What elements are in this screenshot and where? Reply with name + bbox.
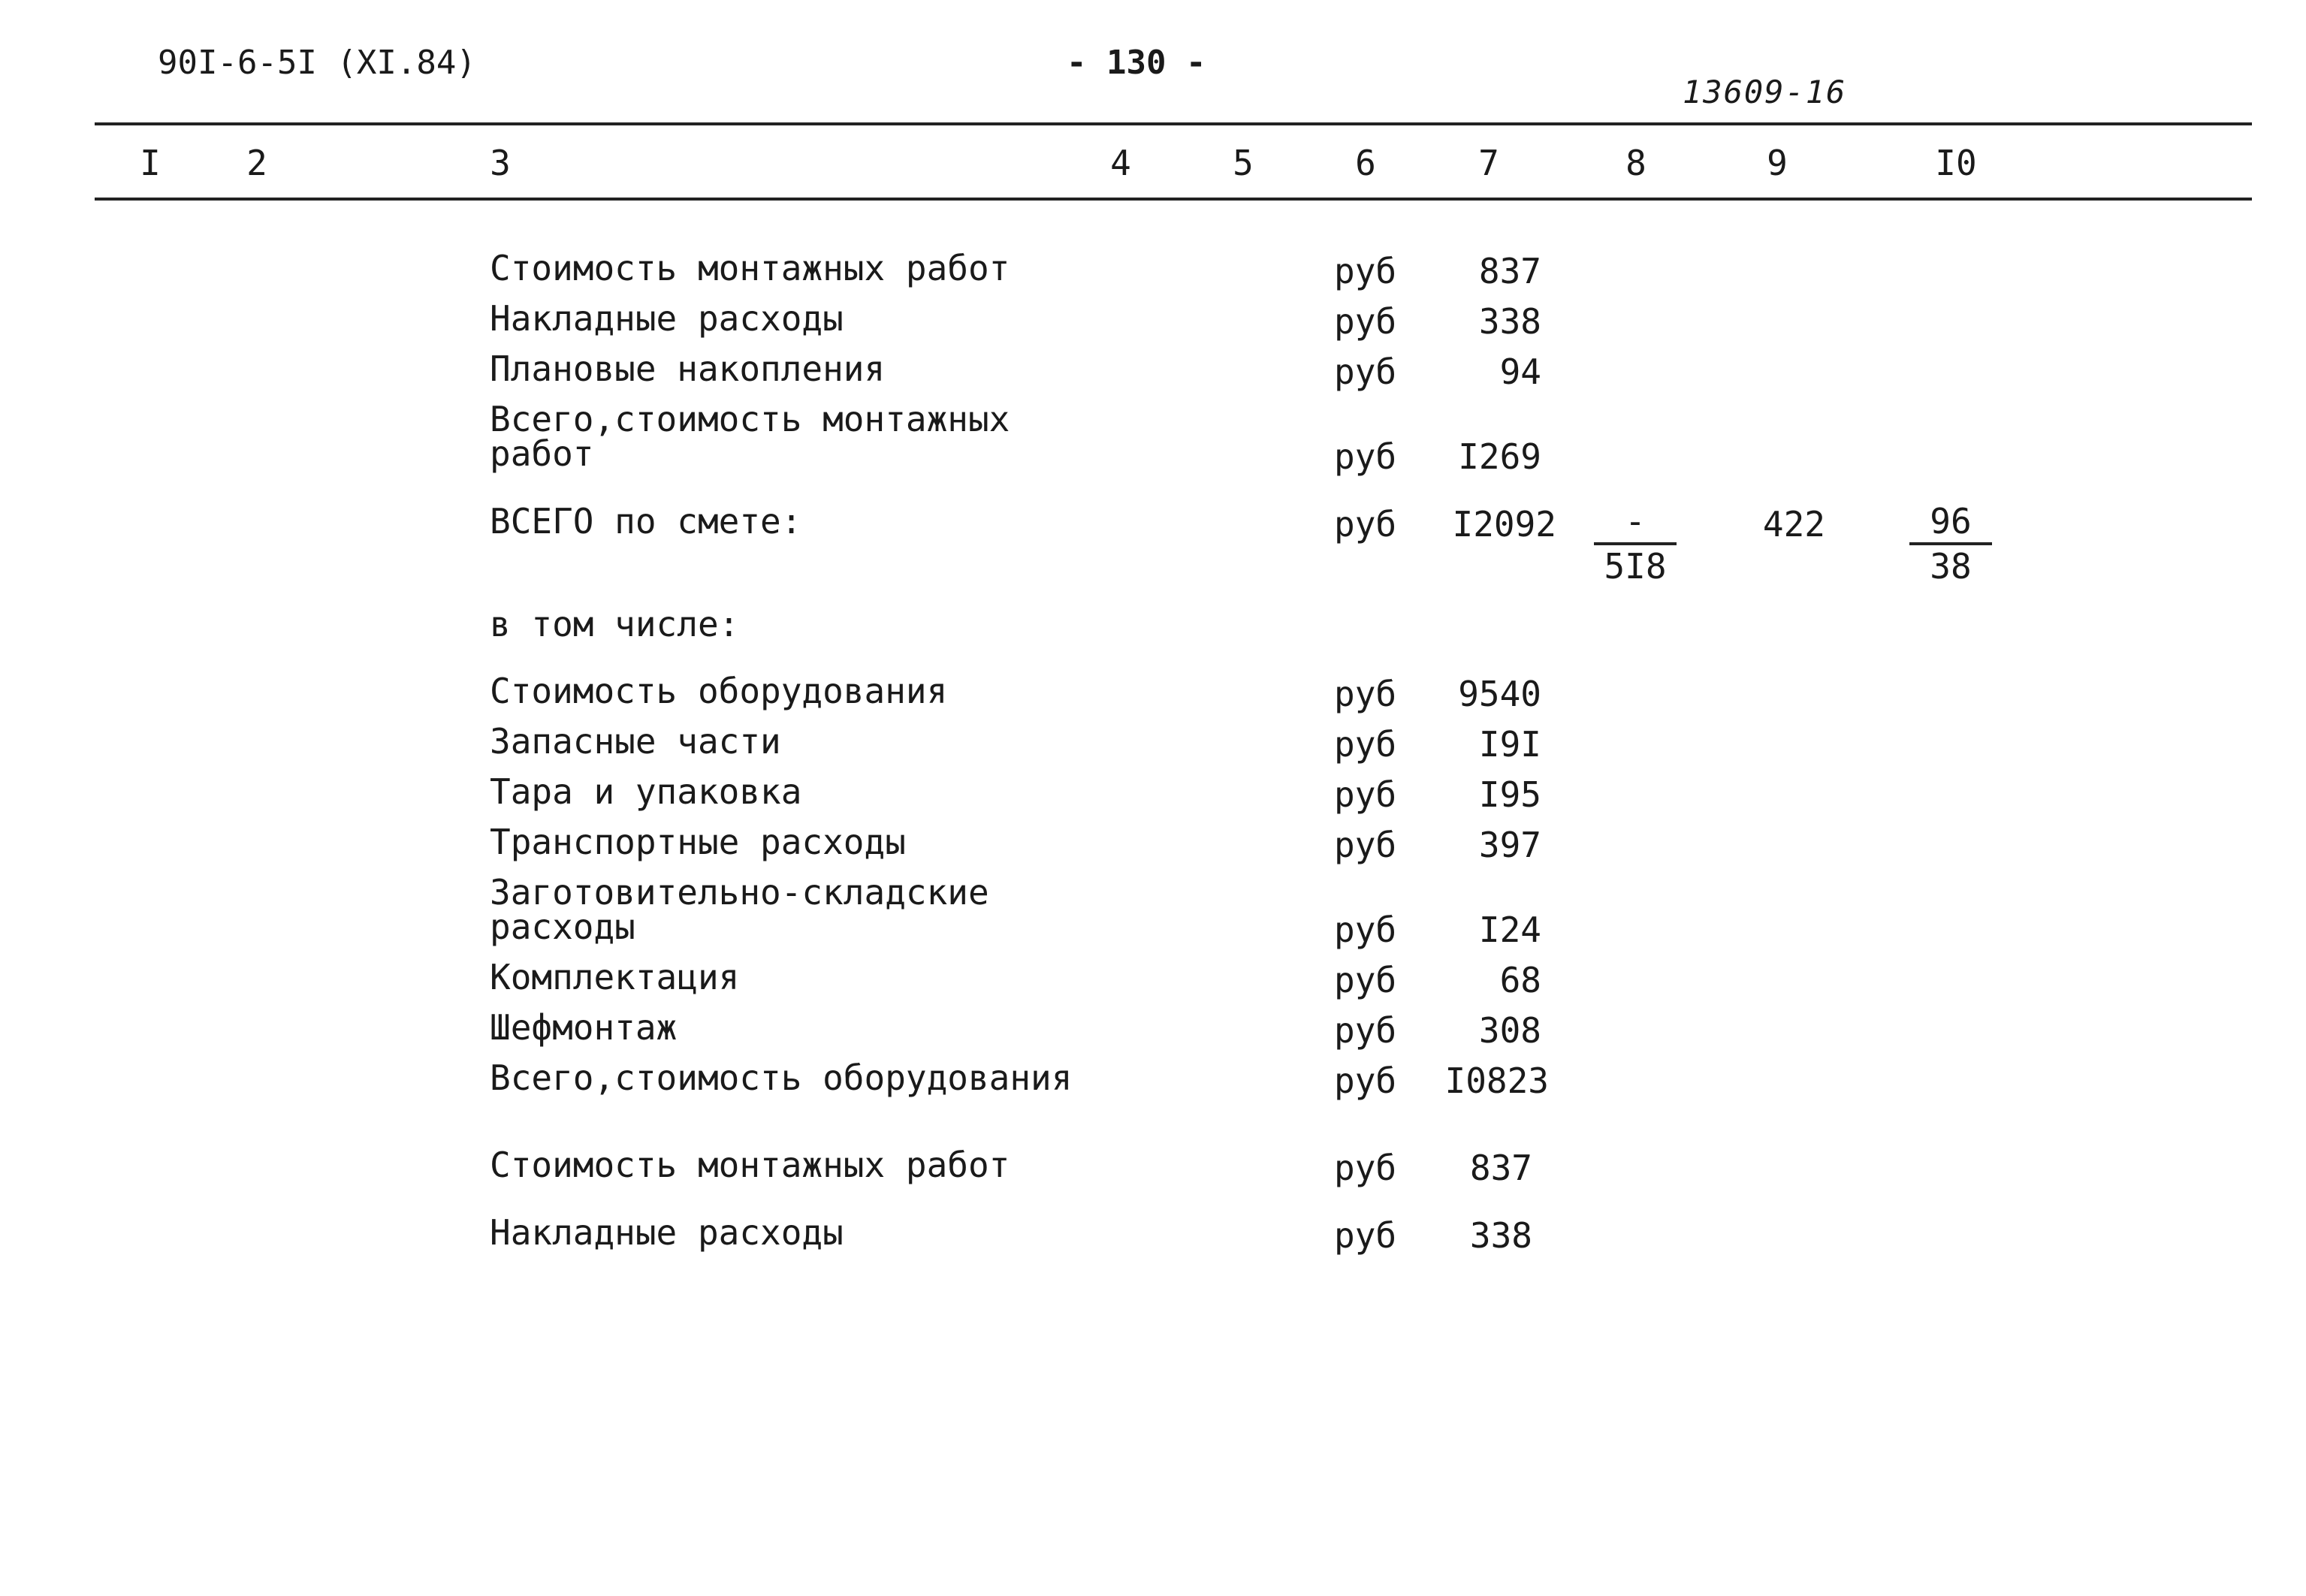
col9-value: 422: [1762, 504, 1825, 545]
row-label: Стоимость оборудования: [490, 671, 948, 711]
row-label: Всего,стоимость оборудования: [490, 1057, 1073, 1098]
row-value: 308: [1478, 1010, 1541, 1051]
row-unit: руб: [1334, 351, 1397, 392]
row-value: I0823: [1444, 1060, 1549, 1101]
col10-denominator: 38: [1930, 546, 1972, 587]
row-label: Шефмонтаж: [490, 1007, 678, 1048]
column-header-8: 8: [1625, 143, 1646, 183]
row-label: Плановые накопления: [490, 348, 886, 389]
row-value: I2092: [1452, 504, 1556, 545]
header-rule-bottom: [95, 198, 2252, 201]
header-rule-top: [95, 122, 2252, 125]
column-header-4: 4: [1110, 143, 1131, 183]
row-label: Стоимость монтажных работ: [490, 1145, 1010, 1185]
row-label-line2: работ: [490, 433, 594, 474]
column-header-6: 6: [1355, 143, 1376, 183]
row-value: 397: [1478, 825, 1541, 865]
column-header-1: I: [140, 143, 161, 183]
row-value: 338: [1469, 1215, 1532, 1256]
document-code: 90I-6-5I (XI.84): [158, 44, 476, 82]
row-unit: руб: [1334, 251, 1397, 291]
row-unit: руб: [1334, 436, 1397, 477]
column-header-5: 5: [1233, 143, 1254, 183]
row-value: 837: [1478, 251, 1541, 291]
row-label-line1: Всего,стоимость монтажных: [490, 399, 1010, 439]
row-label: Комплектация: [490, 957, 740, 997]
row-unit: руб: [1334, 724, 1397, 765]
row-label: Запасные части: [490, 721, 781, 762]
row-label: Накладные расходы: [490, 1212, 844, 1253]
archive-number: 13609-16: [1683, 74, 1847, 110]
row-label: в том числе:: [490, 604, 740, 644]
column-header-10: I0: [1935, 143, 1977, 183]
row-value: 837: [1469, 1148, 1532, 1188]
row-unit: руб: [1334, 674, 1397, 714]
row-unit: руб: [1334, 825, 1397, 865]
col10-fraction: [1909, 501, 1992, 587]
row-label: Транспортные расходы: [490, 822, 906, 862]
row-value: I24: [1478, 910, 1541, 950]
row-value: I9I: [1478, 724, 1541, 765]
row-unit: руб: [1334, 1010, 1397, 1051]
row-label-line1: Заготовительно-складские: [490, 872, 989, 913]
column-header-2: 2: [246, 143, 267, 183]
column-header-3: 3: [490, 143, 511, 183]
row-unit: руб: [1334, 910, 1397, 950]
row-unit: руб: [1334, 1148, 1397, 1188]
row-label: ВСЕГО по смете:: [490, 501, 802, 542]
row-unit: руб: [1334, 504, 1397, 545]
col8-denominator: 5I8: [1604, 546, 1667, 587]
row-unit: руб: [1334, 301, 1397, 342]
col8-numerator: -: [1594, 502, 1677, 545]
col10-numerator: 96: [1909, 502, 1992, 545]
row-unit: руб: [1334, 1215, 1397, 1256]
row-label: Накладные расходы: [490, 298, 844, 339]
column-header-7: 7: [1478, 143, 1499, 183]
row-value: 338: [1478, 301, 1541, 342]
row-value: 68: [1499, 960, 1541, 1000]
row-value: I269: [1458, 436, 1541, 477]
row-label: Тара и упаковка: [490, 771, 802, 812]
row-value: I95: [1478, 774, 1541, 815]
row-label-line2: расходы: [490, 907, 635, 947]
column-header-9: 9: [1767, 143, 1788, 183]
row-value: 9540: [1458, 674, 1541, 714]
row-label: Стоимость монтажных работ: [490, 248, 1010, 288]
row-unit: руб: [1334, 1060, 1397, 1101]
row-unit: руб: [1334, 774, 1397, 815]
row-value: 94: [1499, 351, 1541, 392]
row-unit: руб: [1334, 960, 1397, 1000]
page-number: - 130 -: [1067, 44, 1206, 82]
